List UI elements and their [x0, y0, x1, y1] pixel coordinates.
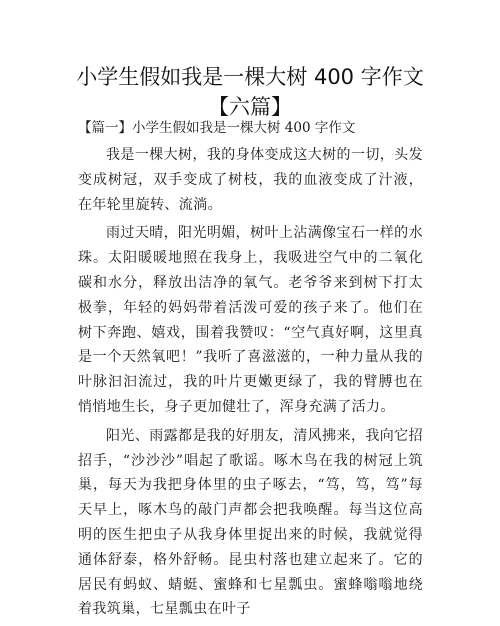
paragraph: 阳光、雨露都是我的好朋友，清风拂来，我向它招招手，“沙沙沙”唱起了歌谣。啄木鸟在我的树冠上筑巢，每天为我把身体里的虫子啄去，“笃，笃，笃”每天早上，啄木鸟的敲门声都会把我唤醒。每当这位高明的医生把虫子从我身体里捉出来的时候，我就觉得通体舒泰，格外舒畅。昆虫村落也建立起来了。它的居民有蚂蚁、蜻蜓、蜜蜂和七星瓢虫。蜜蜂嗡嗡地绕着我筑巢，七星瓢虫在叶子	[78, 427, 423, 618]
section-heading: 【篇一】小学生假如我是一棵大树 400 字作文	[78, 120, 356, 136]
paragraph: 雨过天晴，阳光明媚，树叶上沾满像宝石一样的水珠。太阳暖暖地照在我身上，我吸进空气中的二氧化碳和水分，释放出洁净的氧气。老爷爷来到树下打太极拳，年轻的妈妈带着活泼可爱的孩子来了。他们在树下奔跑、嬉戏，围着我赞叹：“空气真好啊，这里真是一个天然氧吧！”我听了喜滋滋的，一种力量从我的叶脉汩汩流过，我的叶片更嫩更绿了，我的臂膊也在悄悄地生长，身子更加健壮了，浑身充满了活力。	[78, 225, 423, 415]
document-title: 小学生假如我是一棵大树 400 字作文【六篇】	[76, 65, 424, 119]
paragraph: 我是一棵大树，我的身体变成这大树的一切，头发变成树冠，双手变成了树枝，我的血液变成了汁液，在年轮里旋转、流淌。	[78, 147, 423, 213]
document-body	[78, 143, 423, 626]
